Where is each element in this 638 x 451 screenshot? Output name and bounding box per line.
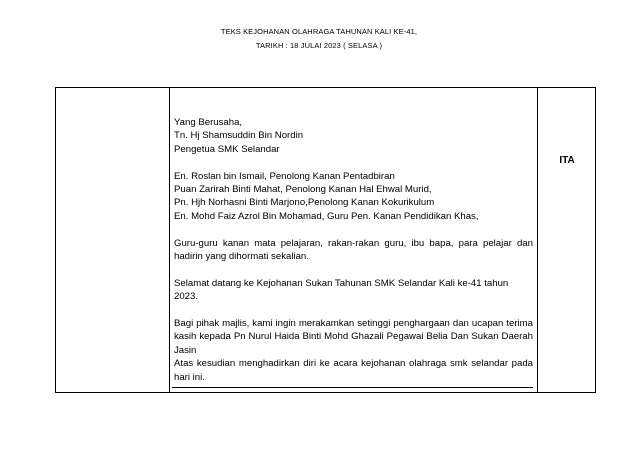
dignitary-line: En. Mohd Faiz Azrol Bin Mohamad, Guru Pen. Kanan Pendidikan Khas, (174, 210, 479, 222)
speaker-label: ITA (559, 155, 575, 166)
welcome-line: Selamat datang ke Kejohanan Sukan Tahunan SMK Selandar Kali ke-41 tahun 2023. (174, 277, 509, 303)
column-divider-right (537, 88, 538, 392)
audience-line: Guru-guru kanan mata pelajaran, rakan-rakan guru, ibu bapa, para pelajar dan (174, 237, 533, 249)
closing-rule (172, 387, 533, 388)
script-table (55, 87, 596, 393)
presence-line: hari ini. (174, 371, 205, 383)
dignitary-line: Pn. Hjh Norhasni Binti Marjono,Penolong Kanan Kokurikulum (174, 197, 435, 209)
thanks-line: Jasin (174, 344, 197, 356)
greeting-line: Pengetua SMK Selandar (174, 143, 280, 155)
document-title-line1: TEKS KEJOHANAN OLAHRAGA TAHUNAN KALI KE-41, (220, 27, 418, 36)
column-divider-left (169, 88, 170, 392)
greeting-line: Tn. Hj Shamsuddin Bin Nordin (174, 130, 304, 142)
document-date-line: TARIKH : 18 JULAI 2023 ( SELASA ) (255, 41, 383, 50)
speech-text (174, 116, 533, 384)
thanks-line: kasih kepada Pn Nurul Haida Binti Mohd Ghazali Pegawai Belia Dan Sukan Daerah (174, 331, 533, 343)
greeting-line: Yang Berusaha, (174, 117, 243, 128)
dignitary-line: Puan Zarirah Binti Mahat, Penolong Kanan Hal Ehwal Murid, (174, 184, 432, 196)
presence-line: Atas kesudian menghadirkan diri ke acara kejohanan olahraga smk selandar pada (174, 358, 533, 370)
audience-line: hadirin yang dihormati sekalian. (174, 251, 309, 263)
dignitary-line: En. Roslan bin Ismail, Penolong Kanan Pentadbiran (174, 170, 395, 182)
thanks-line: Bagi pihak majlis, kami ingin merakamkan setinggi penghargaan dan ucapan terima (174, 318, 533, 330)
